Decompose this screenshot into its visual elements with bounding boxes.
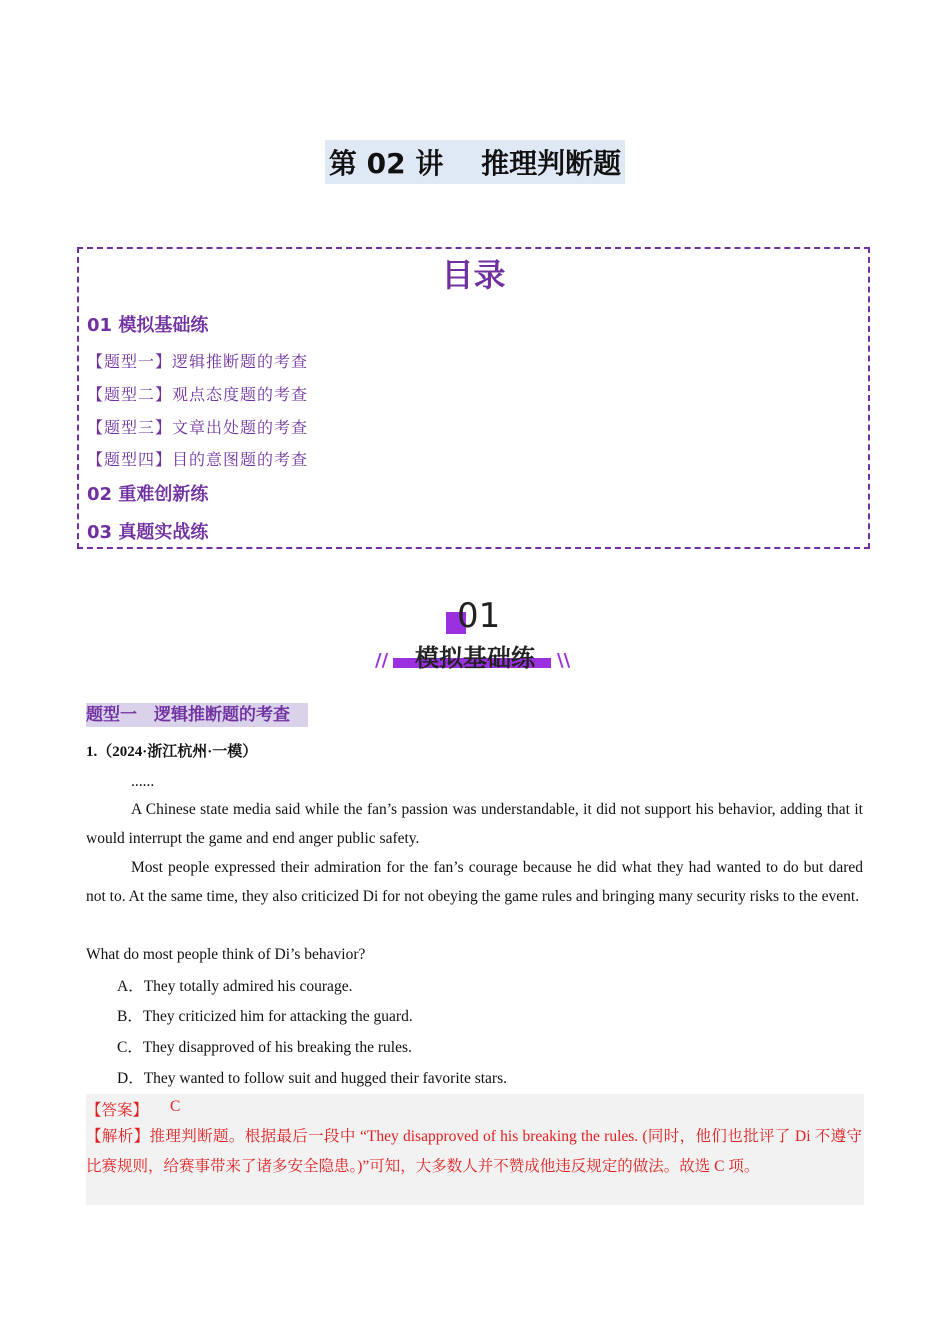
toc-item-3[interactable]: 【题型三】文章出处题的考查	[87, 418, 309, 437]
passage-paragraph-1: A Chinese state media said while the fan’s passion was understandable, it did not support his behavior, adding that it would interrupt the game and end anger public safety.	[86, 801, 863, 847]
section-badge	[375, 592, 575, 682]
option-a[interactable]: A．They totally admired his courage.	[117, 978, 353, 995]
option-b[interactable]: B．They criticized him for attacking the guard.	[117, 1008, 413, 1025]
question-number: 1.（2024·浙江杭州·一模）	[86, 744, 258, 760]
answer-label: 【答案】	[86, 1102, 149, 1119]
question-stem: What do most people think of Di’s behavior?	[86, 946, 366, 963]
badge-left-slash: //	[375, 650, 389, 671]
passage-paragraph-2: Most people expressed their admiration for the fan’s courage because he did what they had wanted to do but dared not to. At the same time, they also criticized Di for not obeying the game rules and bringing many security risks to the event.	[86, 859, 863, 905]
option-c[interactable]: C．They disapproved of his breaking the rules.	[117, 1039, 412, 1056]
table-of-contents	[77, 247, 870, 549]
answer-value: C	[170, 1098, 181, 1115]
toc-item-4[interactable]: 【题型四】目的意图题的考查	[87, 450, 309, 469]
section-heading: 题型一 逻辑推断题的考查	[86, 703, 308, 727]
toc-item-2[interactable]: 【题型二】观点态度题的考查	[87, 385, 309, 404]
toc-heading: 目录	[441, 256, 506, 294]
badge-label: 模拟基础练	[415, 644, 535, 672]
toc-section-2[interactable]: 02 重难创新练	[87, 484, 209, 505]
answer-box	[86, 1094, 864, 1205]
title-wrap	[0, 140, 950, 184]
page-title: 第 02 讲 推理判断题	[325, 140, 625, 184]
toc-section-3[interactable]: 03 真题实战练	[87, 522, 209, 543]
option-d[interactable]: D．They wanted to follow suit and hugged their favorite stars.	[117, 1070, 507, 1087]
passage-ellipsis: ......	[131, 773, 155, 790]
toc-item-1[interactable]: 【题型一】逻辑推断题的考查	[87, 352, 309, 371]
toc-section-1[interactable]: 01 模拟基础练	[87, 315, 209, 336]
badge-right-slash: \\	[557, 650, 571, 671]
badge-number: 01	[457, 596, 501, 636]
answer-explanation: 【解析】推理判断题。根据最后一段中 “They disapproved of his breaking the rules. (同时，他们也批评了 Di 不遵守比赛规则，给赛事带来了诸多安全隐患。)”可知，大多数人并不赞成他违反规定的做法。故选 C 项。	[86, 1128, 862, 1175]
